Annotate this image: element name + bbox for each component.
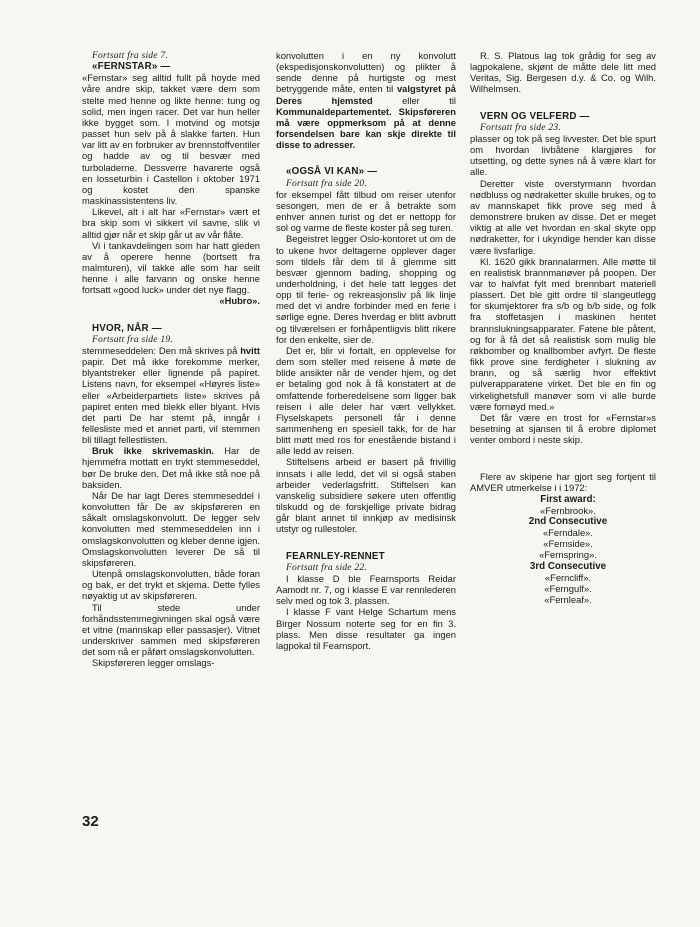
paragraph: Når De har lagt Deres stemmeseddel i konvolutten får De av skipsføreren en såkalt omslagskonvolutt. De legger selv konvolutten med stemmeseddelen inn i omslagskonvolutten og kleber denne igjen. Omslagskonvolutten leverer De så til skipsføreren. <box>82 489 260 568</box>
section-heading: VERN OG VELFERD — <box>480 110 590 122</box>
paragraph: R. S. Platous lag tok grådig for seg av lagpokalene, skjønt de måtte dele litt med Veritas, Sig. Bergesen d.y. & Co. og Wilh. Wilhelmsen. <box>470 50 656 95</box>
award-title: First award: <box>540 493 596 505</box>
section-heading: «FERNSTAR» — <box>92 61 171 73</box>
paragraph: Utenpå omslagskonvolutten, både foran og bak, er det trykt et skjema. Dette fylles nøyaktig ut av skipsføreren. <box>82 568 260 602</box>
paragraph: «Fernstar» seg alltid fullt på hoyde med våre andre skip, takket være dem som stelte med henne og likte henne: tung og solid, men ingen racer. Det var hun heller ikke bygget som. I motvind og motsjø passet hun selv på å slakke farten. Hun var litt av en forbruker av brennstoffventiler og hadde av og til besvær med turboladerne. Dessverre havarerte også en losseturbin i Castellon i oktober 1971 og kostet den spanske maskinassistentens liv. <box>82 72 260 207</box>
paragraph: Likevel, alt i alt har «Fernstar» vært et bra skip som vi sikkert vil savne, slik vi alltid gjør når et skip går ut av vår flåte. <box>82 206 260 240</box>
section-heading: «OGSÅ VI KAN» — <box>286 166 378 178</box>
paragraph: I klasse F vant Helge Schartum mens Birger Nossum noterte seg for en fin 3. plass. Men disse resultater ga ingen lagpokal til Fearnsport. <box>276 606 456 651</box>
continued-from: Fortsatt fra side 7. <box>92 50 168 61</box>
column-right <box>470 50 656 605</box>
award-ship: «Ferngulf». <box>544 582 592 594</box>
paragraph: Til stede under forhåndsstemmegivningen skal også være et vitne (mannskap eller passasjer). Vitnet underskriver sammen med skipsføreren det som nå er påført omslagskonvolutten. <box>82 601 260 658</box>
paragraph: for eksempel fått tilbud om reiser utenfor sesongen, men de er å betrakte som enhver annen turist og det er nettopp for sol og varme de fleste koster på seg turen. <box>276 188 456 234</box>
paragraph: Kl. 1620 gikk brannalarmen. Alle møtte til en realistisk brannmanøver på poopen. Der var to halvfat fylt med brennbart materiell plassert. Det ble gitt ordre til slangeutlegg for skumjektorer fra s/b og b/b side, og folk fra stoffetasjen i maskinen hentet brannslukningsapparater. Fatene ble påtent, og for å få det så realistisk som mulig ble røkbomber og knallbomber avfyrt. De fleste fikk prove sine ferdigheter i slukning av brann, og så særlig hvor effektivt pulverapparatene virket. Det ble en fin og virkelighetsfull manøver som vi alle burde være fornøyd med.» <box>470 255 656 412</box>
paragraph: stemmeseddelen: Den må skrives på hvitt papir. Det må ikke forekomme merker, blyantstreker eller lignende på papiret. Listens navn, for eksempel «Høyres liste» eller «Arbeiderpartiets liste» skrives på papiret enten med blekk eller blyant. Hvis det parti De har stemt på, inngår i fellesliste med et annet parti, vil stemmen bli tillagt fellestlisten. <box>82 344 260 446</box>
award-ship: «Fernbrook». <box>540 504 596 516</box>
award-ship: «Ferncliff». <box>544 571 592 583</box>
award-title: 2nd Consecutive <box>528 515 608 527</box>
paragraph: Bruk ikke skrivemaskin. Har de hjemmefra mottatt en trykt stemmeseddel, bør De bruke den. Det må ikke stå noe på baksiden. <box>82 445 260 490</box>
section-heading: FEARNLEY-RENNET <box>286 550 385 562</box>
award-ship: «Fernleaf». <box>544 594 592 606</box>
award-ship: «Fernside». <box>543 538 593 550</box>
paragraph: konvolutten i en ny konvolutt (ekspedisjonskonvolutten) og plikter å sende denne på hurtigste og mest betryggende måte, enten til valgstyret på Deres hjemsted eller til Kommunaldepartementet. Skipsføreren må være oppmerksom på at denne forsendelsen bare kan skje direkte til disse to adresser. <box>276 50 456 151</box>
column-middle <box>276 50 456 651</box>
page-number: 32 <box>82 813 99 830</box>
section-heading: HVOR, NÅR — <box>92 322 162 334</box>
paragraph: Stiftelsens arbeid er basert på frivillig innsats i alle ledd, det vil si også staben arbeider vederlagsfritt. Stiftelsen kan vanskelig subsidiere søkere uten offentlig tilskudd og de forskjellige private bidrag går blant annet til innkjøp av medisinsk utstyr og rullestoler. <box>276 456 456 535</box>
paragraph: Begeistret legger Oslo-kontoret ut om de to ukene hvor deltagerne opplever dager som tildels får dem til å glemme sitt besvær gjennom bading, shopping og underholdning, i det hele tatt legges det opp til ferie- og rekreasjonsliv på lik linje med det vi andre forbinder med en ferie i sørlige egne. Deres hverdag er blitt avbrutt og tilværelsen er forhåpentligvis blitt rikere for den enkelte, sier de. <box>276 233 456 345</box>
award-ship: «Fernspring». <box>539 549 597 561</box>
continued-from: Fortsatt fra side 22. <box>286 561 367 573</box>
paragraph: I klasse D ble Fearnsports Reidar Aamodt nr. 7, og i klasse E var rennlederen selv med og tok 3. plassen. <box>276 572 456 607</box>
paragraph: plasser og tok på seg livvester. Det ble spurt om hvordan livbåtene klargjøres for utsetting, og dette synes nå å være klart for alle. <box>470 132 656 178</box>
paragraph: Det er, blir vi fortalt, en opplevelse for dem som steller med reisene å møte de blide ansikter når de vender hjem, og det er betaling god nok å få konstatert at de omfattende forberedelsene som ligger bak reisen i alle deler har vært vellykket. Flyselskapets personell får i denne sammenheng en spesiell takk, for de har blitt møtt med ros for enestående bistand i alle ledd av reisen. <box>276 344 456 457</box>
paragraph: Flere av skipene har gjort seg fortjent til AMVER utmerkelse i i 1972: <box>470 471 656 494</box>
award-title: 3rd Consecutive <box>529 560 607 572</box>
continued-from: Fortsatt fra side 19. <box>92 333 173 345</box>
continued-from: Fortsatt fra side 23. <box>480 121 561 133</box>
signature: «Hubro». <box>219 295 260 307</box>
paragraph: Det får være en trost for «Fernstar»s besetning at sjansen til å erobre diplomet venter ombord i neste skip. <box>470 411 656 446</box>
continued-from: Fortsatt fra side 20. <box>286 177 367 189</box>
paragraph: Vi i tankavdelingen som har hatt gleden av å operere henne (bortsett fra malmturen), vil takke alle som har seilt henne i alle farvann og onske henne fortsatt «good luck» under det nye flagg. <box>82 239 260 296</box>
award-ship: «Ferndale». <box>542 527 594 539</box>
paragraph: Deretter viste overstyrmann hvordan nødbluss og nødraketter skulle brukes, og to av mannskapet fikk prove seg med å demonstrere bruken av disse. Det er meget viktig at alle vet hvordan en skal skyte opp nødraketter, for i ukyndige hender kan disse være livsfarlige. <box>470 177 656 256</box>
column-left <box>82 50 260 668</box>
paragraph: Skipsføreren legger omslags- <box>92 657 215 669</box>
